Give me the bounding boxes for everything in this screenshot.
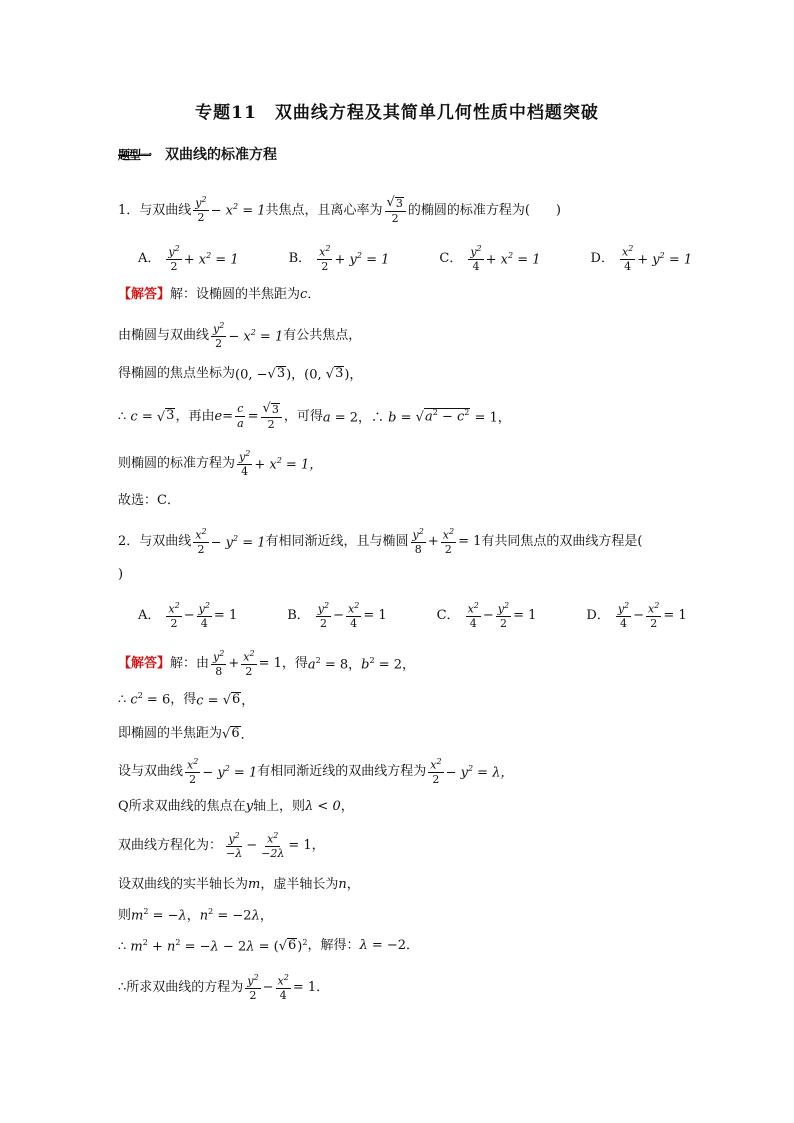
section-label: 题型一 [118,148,152,162]
s2-line-8: 则 $m^2 = -\lambda$，$n^2 = -2\lambda$， [118,907,273,924]
math-expr: − $x^2 = 1$ [210,201,266,219]
q1-option-d[interactable]: D． $\frac{x^2}{4}$ + $y^2 = 1$ [590,244,693,274]
q2-option-d[interactable]: D． $\frac{y^2}{4}$ − $\frac{x^2}{2}$ = 1 [586,601,687,631]
s1-line-2: 由椭圆与双曲线 $\frac{y^2}{2}$ − $x^2 = 1$ 有公共焦点， [118,321,362,351]
answer-tag: 【解答】 [118,287,171,302]
q1-option-a[interactable]: A． $\frac{y^2}{2}$ + $x^2 = 1$ [138,244,239,274]
s2-line-7: 设双曲线的实半轴长为 m ，虚半轴长为 n ， [118,877,360,892]
q1-text-1: 与双曲线 [139,202,192,218]
q1-text-3: 的椭圆的标准方程为( ) [407,202,561,218]
s1-line-4: ∴ c = √ 3 ，再由 e = $\frac{c}{a}$ = √ 3 2 ，可得 a = 2，∴ b = √ $a^2 - c^2$ = 1， [118,401,511,431]
section-name: 双曲线的标准方程 [165,147,278,163]
s1-line-6: 故选：C． [118,493,180,508]
q1-number: 1． [118,202,140,218]
q1-options [138,245,742,273]
s1-line-1: 【解答】 解：设椭圆的半焦距为 c ． [118,287,321,302]
s2-line-3: 即椭圆的半焦距为 √ 6 ． [118,726,254,743]
s2-line-2: ∴ $c^2 = 6$ ，得 c = √ 6 ， [118,691,255,709]
q2-line-2: ) [118,567,124,582]
question-1 [118,196,561,224]
q2-options [138,602,737,630]
section-heading [118,148,277,162]
s2-line-1: 【解答】 解：由 $\frac{y^2}{8}$ + $\frac{x^2}{2}$ = 1 ，得 $a^2 = 8$，$b^2 = 2$， [118,649,416,679]
q1-text-2: 共焦点，且离心率为 [265,202,383,218]
question-2: 2． 与双曲线 $\frac{x^2}{2}$ − $y^2 = 1$ 有相同渐近线，且与椭圆 $\frac{y^2}{8}$ + $\frac{x^2}{2}$ = 1 有共同焦点的双曲线方程是( [118,527,643,557]
s1-line-3: 得椭圆的焦点坐标为 (0, − √ 3 )，(0, √ 3 )， [118,366,363,383]
page-title: 专题11 双曲线方程及其简单几何性质中档题突破 [195,103,599,123]
s1-line-5: 则椭圆的标准方程为 $\frac{y^2}{4}$ + $x^2 = 1$， [118,449,323,479]
s2-line-10: ∴ 所求双曲线的方程为 $\frac{y^2}{2}$ − $\frac{x^2}{4}$ = 1． [118,973,330,1003]
q2-option-a[interactable]: A． $\frac{x^2}{2}$ − $\frac{y^2}{4}$ = 1 [138,601,238,631]
s2-line-5: Q 所求双曲线的焦点在 y 轴上，则 λ < 0 ， [118,799,354,814]
math-fraction: √ 3 2 [385,196,406,224]
q2-option-b[interactable]: B． $\frac{y^2}{2}$ − $\frac{x^2}{4}$ = 1 [287,601,387,631]
q2-number: 2． [118,534,140,550]
s2-line-4: 设与双曲线 $\frac{x^2}{2}$ − $y^2 = 1$ 有相同渐近线的双曲线方程为 $\frac{x^2}{2}$ − $y^2 = \lambda$， [118,757,514,787]
s2-line-9: ∴ $m^2 + n^2 = -\lambda - 2\lambda$ = ( √ 6 )$^2$ ，解得： λ = −2． [118,937,420,955]
s2-line-6: 双曲线方程化为： $\frac{y^2}{-\lambda}$ − $\frac{x^2}{-2\lambda}$ = 1， [118,831,325,861]
answer-tag: 【解答】 [118,656,171,672]
q1-option-c[interactable]: C． $\frac{y^2}{4}$ + $x^2 = 1$ [439,244,541,274]
math-fraction: $\frac{y^2}{2}$ [195,195,207,225]
q1-option-b[interactable]: B． $\frac{x^2}{2}$ + $y^2 = 1$ [288,244,390,274]
q2-option-c[interactable]: C． $\frac{x^2}{4}$ − $\frac{y^2}{2}$ = 1 [436,601,537,631]
